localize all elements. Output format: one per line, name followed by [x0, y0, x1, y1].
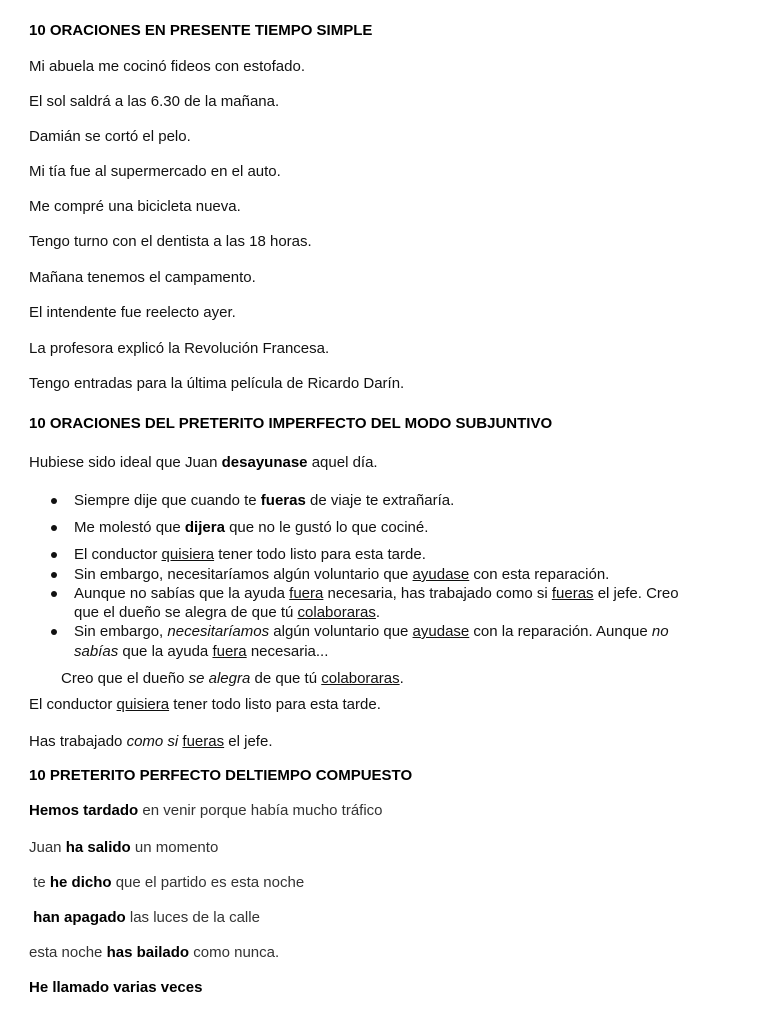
sentence: Juan ha salido un momento [29, 839, 219, 856]
list-item: Aunque no sabías que la ayuda fuera necesaria, has trabajado como si fueras el jefe. Creo [74, 585, 679, 602]
sentence: Hemos tardado en venir porque había mucho tráfico [29, 802, 383, 819]
sentence: Mañana tenemos el campamento. [29, 269, 256, 286]
bullet-icon [51, 525, 57, 531]
list-item: Sin embargo, necesitaríamos algún voluntario que ayudase con la reparación. Aunque no [74, 623, 669, 640]
section-heading-presente: 10 ORACIONES EN PRESENTE TIEMPO SIMPLE [29, 22, 373, 39]
intro-sentence: Hubiese sido ideal que Juan desayunase aquel día. [29, 454, 378, 471]
bullet-icon [51, 572, 57, 578]
bullet-icon [51, 498, 57, 504]
sentence: Mi tía fue al supermercado en el auto. [29, 163, 281, 180]
sentence: El intendente fue reelecto ayer. [29, 304, 236, 321]
paragraph: El conductor quisiera tener todo listo para esta tarde. [29, 696, 381, 713]
bullet-icon [51, 629, 57, 635]
sentence: esta noche has bailado como nunca. [29, 944, 280, 961]
list-item-continuation: que el dueño se alegra de que tú colaboraras. [74, 604, 381, 621]
bullet-icon [51, 591, 57, 597]
paragraph: Creo que el dueño se alegra de que tú colaboraras. [61, 670, 404, 687]
section-heading-compuesto: 10 PRETERITO PERFECTO DELTIEMPO COMPUESTO [29, 767, 413, 784]
sentence: Damián se cortó el pelo. [29, 128, 191, 145]
sentence: El sol saldrá a las 6.30 de la mañana. [29, 93, 280, 110]
sentence: te he dicho que el partido es esta noche [29, 874, 305, 891]
sentence: han apagado las luces de la calle [33, 909, 260, 926]
sentence: Me compré una bicicleta nueva. [29, 198, 241, 215]
section-heading-subjuntivo: 10 ORACIONES DEL PRETERITO IMPERFECTO DEL MODO SUBJUNTIVO [29, 415, 553, 432]
list-item: El conductor quisiera tener todo listo para esta tarde. [74, 546, 426, 563]
sentence: La profesora explicó la Revolución Francesa. [29, 340, 330, 357]
bullet-icon [51, 552, 57, 558]
list-item-continuation: sabías que la ayuda fuera necesaria... [74, 643, 329, 660]
list-item: Sin embargo, necesitaríamos algún voluntario que ayudase con esta reparación. [74, 566, 610, 583]
list-item: Me molestó que dijera que no le gustó lo que cociné. [74, 519, 429, 536]
sentence: Mi abuela me cocinó fideos con estofado. [29, 58, 305, 75]
sentence: Tengo turno con el dentista a las 18 horas. [29, 233, 312, 250]
sentence: He llamado varias veces [29, 979, 203, 996]
paragraph: Has trabajado como si fueras el jefe. [29, 733, 273, 750]
sentence: Tengo entradas para la última película de Ricardo Darín. [29, 375, 405, 392]
list-item: Siempre dije que cuando te fueras de viaje te extrañaría. [74, 492, 455, 509]
